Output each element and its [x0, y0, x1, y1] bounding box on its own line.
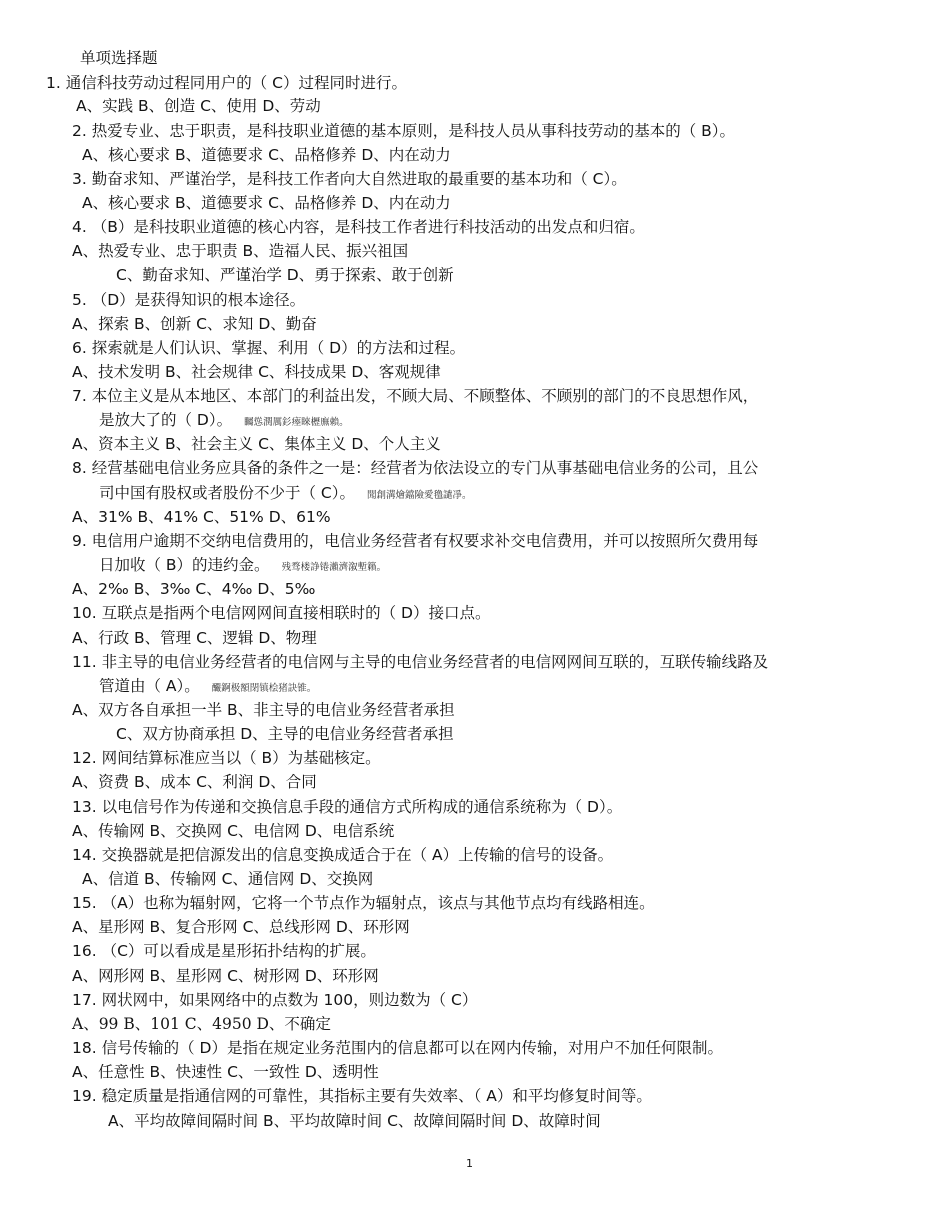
question-12: 12. 网间结算标准应当以（ B）为基础核定。	[72, 749, 381, 767]
options-8: A、31% B、41% C、51% D、61%	[72, 508, 331, 526]
options-16: A、网形网 B、星形网 C、树形网 D、环形网	[72, 967, 379, 985]
garbled-watermark: 聞創溝燴鐺險愛氇譴凈。	[367, 490, 472, 501]
options-2: A、核心要求 B、道德要求 C、品格修养 D、内在动力	[82, 146, 451, 164]
question-1: 1. 通信科技劳动过程同用户的（ C）过程同时进行。	[46, 74, 407, 92]
options-1: A、实践 B、创造 C、使用 D、劳动	[76, 97, 321, 115]
question-18: 18. 信号传输的（ D）是指在规定业务范围内的信息都可以在网内传输，对用户不加任何限制。	[72, 1039, 723, 1057]
question-8-line2: 司中国有股权或者股份不少于（ C）。 聞創溝燴鐺險愛氇譴凈。	[99, 484, 472, 502]
question-11-line1: 11. 非主导的电信业务经营者的电信网与主导的电信业务经营者的电信网网间互联的，互联传输线路及	[72, 653, 769, 671]
garbled-watermark: 残骛楼諍锩瀨濟溆塹籟。	[281, 562, 387, 573]
page-number: 1	[466, 1157, 473, 1170]
question-10: 10. 互联点是指两个电信网网间直接相联时的（ D）接口点。	[72, 604, 491, 622]
question-11-line2: 管道由（ A）。 釅錒极額閉镇桧猪訣锥。	[99, 677, 317, 695]
options-15: A、星形网 B、复合形网 C、总线形网 D、环形网	[72, 918, 410, 936]
question-16: 16. （C）可以看成是星形拓扑结构的扩展。	[72, 942, 376, 960]
options-12: A、资费 B、成本 C、利润 D、合同	[72, 773, 317, 791]
question-4: 4. （B）是科技职业道德的核心内容，是科技工作者进行科技活动的出发点和归宿。	[72, 218, 645, 236]
question-9-line2: 日加收（ B）的违约金。 残骛楼諍锩瀨濟溆塹籟。	[99, 556, 387, 574]
question-13: 13. 以电信号作为传递和交换信息手段的通信方式所构成的通信系统称为（ D）。	[72, 798, 623, 816]
section-title: 单项选择题	[80, 49, 158, 67]
options-11-row1: A、双方各自承担一半 B、非主导的电信业务经营者承担	[72, 701, 455, 719]
question-7-line1: 7. 本位主义是从本地区、本部门的利益出发，不顾大局、不顾整体、不顾别的部门的不良思想作风，	[72, 387, 759, 405]
options-18: A、任意性 B、快速性 C、一致性 D、透明性	[72, 1063, 379, 1081]
question-9-line1: 9. 电信用户逾期不交纳电信费用的，电信业务经营者有权要求补交电信费用，并可以按照所欠费用每	[72, 532, 759, 550]
options-11-row2: C、双方协商承担 D、主导的电信业务经营者承担	[116, 725, 454, 743]
options-9: A、2‰ B、3‰ C、4‰ D、5‰	[72, 580, 316, 598]
options-17: A、99 B、101 C、4950 D、不确定	[72, 1015, 331, 1033]
options-6: A、技术发明 B、社会规律 C、科技成果 D、客观规律	[72, 363, 441, 381]
question-6: 6. 探索就是人们认识、掌握、利用（ D）的方法和过程。	[72, 339, 466, 357]
question-7-line2: 是放大了的（ D）。 矚慫潤厲釤瘞睞櫪廡賴。	[99, 411, 349, 429]
options-4-row2: C、勤奋求知、严谨治学 D、勇于探索、敢于创新	[116, 266, 454, 284]
garbled-watermark: 釅錒极額閉镇桧猪訣锥。	[211, 683, 317, 694]
question-8-line1: 8. 经营基础电信业务应具备的条件之一是：经营者为依法设立的专门从事基础电信业务的公司，且公	[72, 459, 759, 477]
question-5: 5. （D）是获得知识的根本途径。	[72, 291, 306, 309]
options-10: A、行政 B、管理 C、逻辑 D、物理	[72, 629, 317, 647]
question-17: 17. 网状网中，如果网络中的点数为 100，则边数为（ C）	[72, 991, 478, 1009]
options-3: A、核心要求 B、道德要求 C、品格修养 D、内在动力	[82, 194, 451, 212]
options-7: A、资本主义 B、社会主义 C、集体主义 D、个人主义	[72, 435, 441, 453]
question-2: 2. 热爱专业、忠于职责，是科技职业道德的基本原则，是科技人员从事科技劳动的基本的（ B）。	[72, 122, 736, 140]
question-15: 15. （A）也称为辐射网，它将一个节点作为辐射点，该点与其他节点均有线路相连。	[72, 894, 655, 912]
options-5: A、探索 B、创新 C、求知 D、勤奋	[72, 315, 317, 333]
garbled-watermark: 矚慫潤厲釤瘞睞櫪廡賴。	[244, 417, 349, 428]
options-4-row1: A、热爱专业、忠于职责 B、造福人民、振兴祖国	[72, 242, 409, 260]
options-13: A、传输网 B、交换网 C、电信网 D、电信系统	[72, 822, 395, 840]
question-14: 14. 交换器就是把信源发出的信息变换成适合于在（ A）上传输的信号的设备。	[72, 846, 614, 864]
question-3: 3. 勤奋求知、严谨治学，是科技工作者向大自然进取的最重要的基本功和（ C）。	[72, 170, 627, 188]
question-19: 19. 稳定质量是指通信网的可靠性，其指标主要有失效率、（ A）和平均修复时间等。	[72, 1087, 652, 1105]
options-19: A、平均故障间隔时间 B、平均故障时间 C、故障间隔时间 D、故障时间	[108, 1112, 601, 1130]
options-14: A、信道 B、传输网 C、通信网 D、交换网	[82, 870, 374, 888]
